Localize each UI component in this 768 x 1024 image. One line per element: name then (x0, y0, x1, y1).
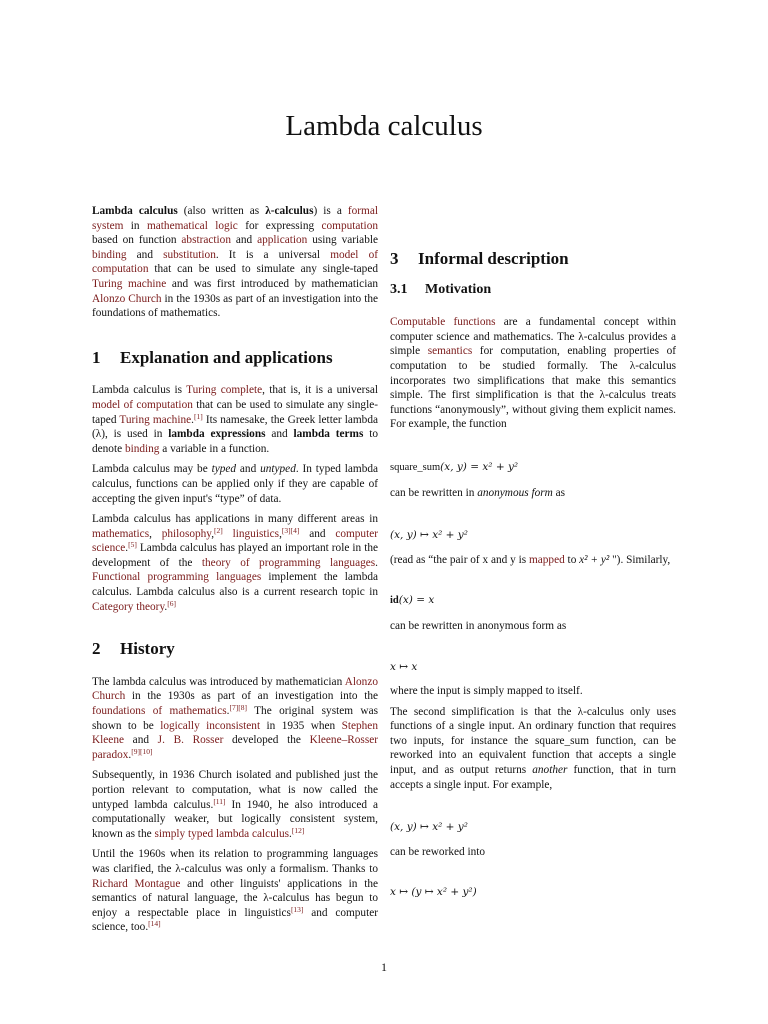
link-philosophy[interactable]: philosophy (161, 527, 212, 540)
text: Lambda calculus is (92, 384, 187, 397)
function-name: square_sum (390, 461, 441, 473)
link-logically-inconsistent[interactable]: logically inconsistent (160, 719, 261, 732)
text: Lambda calculus may be (92, 463, 212, 476)
section-heading-explanation (92, 347, 378, 367)
text: Lambda calculus has applications in many different areas in (92, 513, 378, 526)
s1-paragraph-3 (92, 512, 378, 614)
text: a variable in a function. (159, 442, 270, 455)
section-number: 1 (92, 347, 101, 367)
link-richard-montague[interactable]: Richard Montague (92, 877, 181, 890)
link-turing-complete[interactable]: Turing complete (186, 384, 263, 397)
text: in (123, 219, 147, 232)
text: that can be used to simulate any single-taped (92, 398, 378, 426)
link-abstraction[interactable]: abstraction (181, 234, 231, 247)
link-kleene-rosser-paradox[interactable]: Kleene–Rosser paradox (92, 734, 378, 761)
link-model-of-computation[interactable]: model of computation (92, 248, 378, 276)
intro-bold-term: Lambda calculus (92, 205, 178, 217)
equation-body: (x, y) ↦ x² + y² (390, 821, 468, 834)
text: . (191, 413, 194, 426)
equation-body: (x) = x (398, 594, 435, 607)
text: . (164, 600, 168, 613)
link-simply-typed-lambda-calculus[interactable]: simply typed lambda calculus (154, 827, 290, 840)
page-title: Lambda calculus (285, 110, 483, 142)
section-title: History (120, 639, 175, 659)
intro-bold-term: λ-calculus (265, 205, 314, 217)
italic-term: typed (211, 463, 237, 476)
text: The lambda calculus was introduced by mathematician (92, 675, 345, 688)
citation-link[interactable]: [5] (128, 540, 137, 550)
link-formal-system[interactable]: formal system (92, 205, 378, 232)
s3-paragraph-2 (390, 486, 676, 501)
inline-math: x² + y² (579, 553, 610, 566)
s2-paragraph-1 (92, 675, 378, 763)
citation-link[interactable]: [11] (213, 796, 226, 806)
text: for expressing (237, 219, 322, 232)
s3-paragraph-4: can be rewritten in anonymous form as (390, 619, 567, 632)
s2-paragraph-2 (92, 768, 378, 841)
link-linguistics[interactable]: linguistics (232, 527, 280, 540)
citation-link[interactable]: [9][10] (131, 746, 153, 756)
s3-paragraph-5: where the input is simply mapped to itself. (390, 685, 583, 698)
text: "). Similarly, (609, 553, 671, 566)
text: Lambda calculus has played an important role in the development of the (92, 542, 378, 569)
text: that can be used to simulate any single-taped (148, 263, 378, 276)
text: , (211, 527, 215, 540)
link-category-theory[interactable]: Category theory (92, 600, 165, 613)
text: , (149, 527, 162, 540)
text: . In typed lambda calculus, functions can be applied only if they are capable of accepting the given input's “type” of data. (92, 463, 378, 505)
text: for computation, enabling properties of computation to be studied formally. The λ-calculus incorporates two simplifications that make this semantics simple. The first simplification is that the λ-calculus treats functions “anonymously”, without giving them explicit names. For example, the function (390, 345, 676, 431)
link-jb-rosser[interactable]: J. B. Rosser (157, 734, 224, 747)
link-binding[interactable]: binding (92, 248, 127, 261)
link-alonzo-church[interactable]: Alonzo Church (92, 292, 162, 305)
equation-anonymous-pair (390, 528, 676, 543)
text: as (552, 486, 566, 499)
page-number: 1 (381, 960, 387, 974)
text: are a fundamental concept within computer science and mathematics. The λ-calculus provides a simple (390, 316, 676, 358)
text: in the 1930s as part of an investigation into the foundations of mathematics. (92, 292, 378, 320)
text: and (124, 734, 158, 747)
equation-identity-anonymous (390, 660, 676, 675)
subsection-heading-motivation (390, 283, 676, 298)
text: and (230, 234, 258, 247)
text: and (236, 463, 261, 476)
citation-link[interactable]: [13] (290, 904, 304, 914)
text: Until the 1960s when its relation to programming languages was clarified, the λ-calculus was only a formalism. Thanks to (92, 848, 378, 875)
link-application[interactable]: application (257, 234, 308, 247)
text: (read as “the pair of x and y is (390, 553, 529, 566)
link-stephen-kleene[interactable]: Stephen Kleene (92, 719, 378, 747)
italic-term: another (532, 764, 568, 777)
italic-term: anonymous form (477, 486, 553, 499)
link-mapped[interactable]: mapped (528, 553, 565, 566)
text: and (265, 428, 294, 441)
link-foundations-of-mathematics[interactable]: foundations of mathematics (92, 705, 227, 718)
text: In 1940, he also introduced a computationally weaker, but logically consistent system, known as the (92, 798, 378, 840)
s2-paragraph-3 (92, 847, 378, 935)
text: in the 1930s as part of an investigation into the (125, 690, 378, 703)
left-column (92, 204, 378, 941)
link-alonzo-church[interactable]: Alonzo Church (92, 675, 378, 703)
intro-paragraph (92, 204, 378, 321)
text: . It is a universal (215, 248, 331, 261)
text (223, 528, 233, 540)
section-number: 3 (390, 249, 399, 268)
citation-link[interactable]: [1] (193, 411, 203, 421)
citation-link[interactable]: [7][8] (229, 703, 247, 713)
link-computable-functions[interactable]: Computable functions (390, 316, 496, 329)
link-computer-science[interactable]: computer science (92, 527, 378, 555)
bold-term: lambda terms (293, 428, 364, 441)
equation-pair-again (390, 820, 676, 835)
section-title: Explanation and applications (120, 347, 333, 367)
text: . (375, 556, 378, 569)
bold-term: lambda expressions (168, 428, 266, 441)
link-theory-of-programming-languages[interactable]: theory of programming languages (201, 556, 376, 569)
s3-paragraph-3 (390, 553, 676, 568)
link-model-of-computation[interactable]: model of computation (92, 398, 193, 411)
section-title: Informal description (418, 249, 569, 268)
equation-identity (390, 593, 676, 609)
subsection-number: 3.1 (390, 281, 408, 297)
link-substitution[interactable]: substitution (163, 248, 216, 261)
text: The original system was shown to be (92, 705, 378, 732)
s1-paragraph-1 (92, 383, 378, 456)
citation-link[interactable]: [6] (167, 598, 176, 608)
text: (also written as (177, 205, 266, 217)
subsection-title: Motivation (425, 281, 492, 297)
link-functional-programming-languages[interactable]: Functional programming languages (92, 571, 262, 584)
s1-paragraph-2 (92, 462, 378, 506)
s3-paragraph-7: can be reworked into (390, 845, 486, 858)
text: function, that in turn accepts a single input. For example, (390, 764, 676, 791)
section-heading-informal-description (390, 249, 676, 268)
text: . (226, 705, 230, 718)
right-column (390, 249, 676, 900)
text: and (299, 527, 336, 540)
link-computation[interactable]: computation (321, 219, 378, 232)
text: based on function (92, 234, 182, 247)
text: and (126, 248, 164, 261)
text: . (128, 748, 132, 761)
text: and was first introduced by mathematician (166, 277, 378, 290)
citation-link[interactable]: [14] (148, 919, 161, 929)
text: can be rewritten in (390, 486, 478, 499)
citation-link[interactable]: [3][4] (281, 525, 300, 535)
s3-paragraph-6 (390, 705, 676, 793)
text: ) is a (313, 205, 348, 217)
citation-link[interactable]: [12] (291, 825, 305, 835)
text: Subsequently, in 1936 Church isolated and published just the portion relevant to computation, what is now called the untyped lambda calculus. (92, 769, 378, 811)
equation-body: (x, y) ↦ x² + y² (390, 529, 468, 542)
equation-square-sum (390, 460, 676, 476)
link-turing-machine[interactable]: Turing machine (119, 413, 192, 426)
citation-link[interactable]: [2] (214, 525, 223, 535)
text: to (564, 553, 580, 566)
text: and other linguists' applications in the semantics of natural language, the λ-calculus has begun to enjoy a respectable place in linguistics (92, 877, 378, 919)
text: The second simplification is that the λ-calculus only uses functions of a single input. An ordinary function that requires two inputs, for instance the square_sum function, can be reworked into an equivalent function that accepts a single input, and as output returns (390, 705, 676, 777)
s3-paragraph-1 (390, 315, 676, 432)
link-binding[interactable]: binding (124, 442, 160, 455)
text: , (279, 527, 282, 540)
link-mathematics[interactable]: mathematics (92, 527, 150, 540)
text: using variable (307, 234, 378, 247)
text: , that is, it is a universal (262, 384, 378, 397)
equation-body: (x, y) = x² + y² (440, 460, 519, 473)
text: in 1935 when (260, 719, 342, 732)
text: developed the (223, 734, 310, 747)
equation-curried (390, 885, 676, 900)
text: . (289, 827, 292, 840)
link-turing-machine[interactable]: Turing machine (92, 277, 167, 290)
link-semantics[interactable]: semantics (427, 345, 473, 358)
section-number: 2 (92, 639, 101, 659)
italic-term: untyped (260, 463, 296, 476)
text: Its namesake, the Greek letter lambda (λ), is used in (92, 413, 378, 441)
text: and computer science, too. (92, 906, 378, 934)
function-name: id (390, 595, 399, 607)
text: implement the lambda calculus. Lambda calculus also is a current research topic in (92, 571, 378, 599)
text: . (125, 542, 129, 555)
text: to denote (92, 428, 378, 455)
section-heading-history (92, 639, 378, 659)
link-mathematical-logic[interactable]: mathematical logic (146, 219, 238, 232)
equation-body: x ↦ (y ↦ x² + y²) (390, 886, 477, 899)
equation-body: x ↦ x (390, 660, 418, 673)
